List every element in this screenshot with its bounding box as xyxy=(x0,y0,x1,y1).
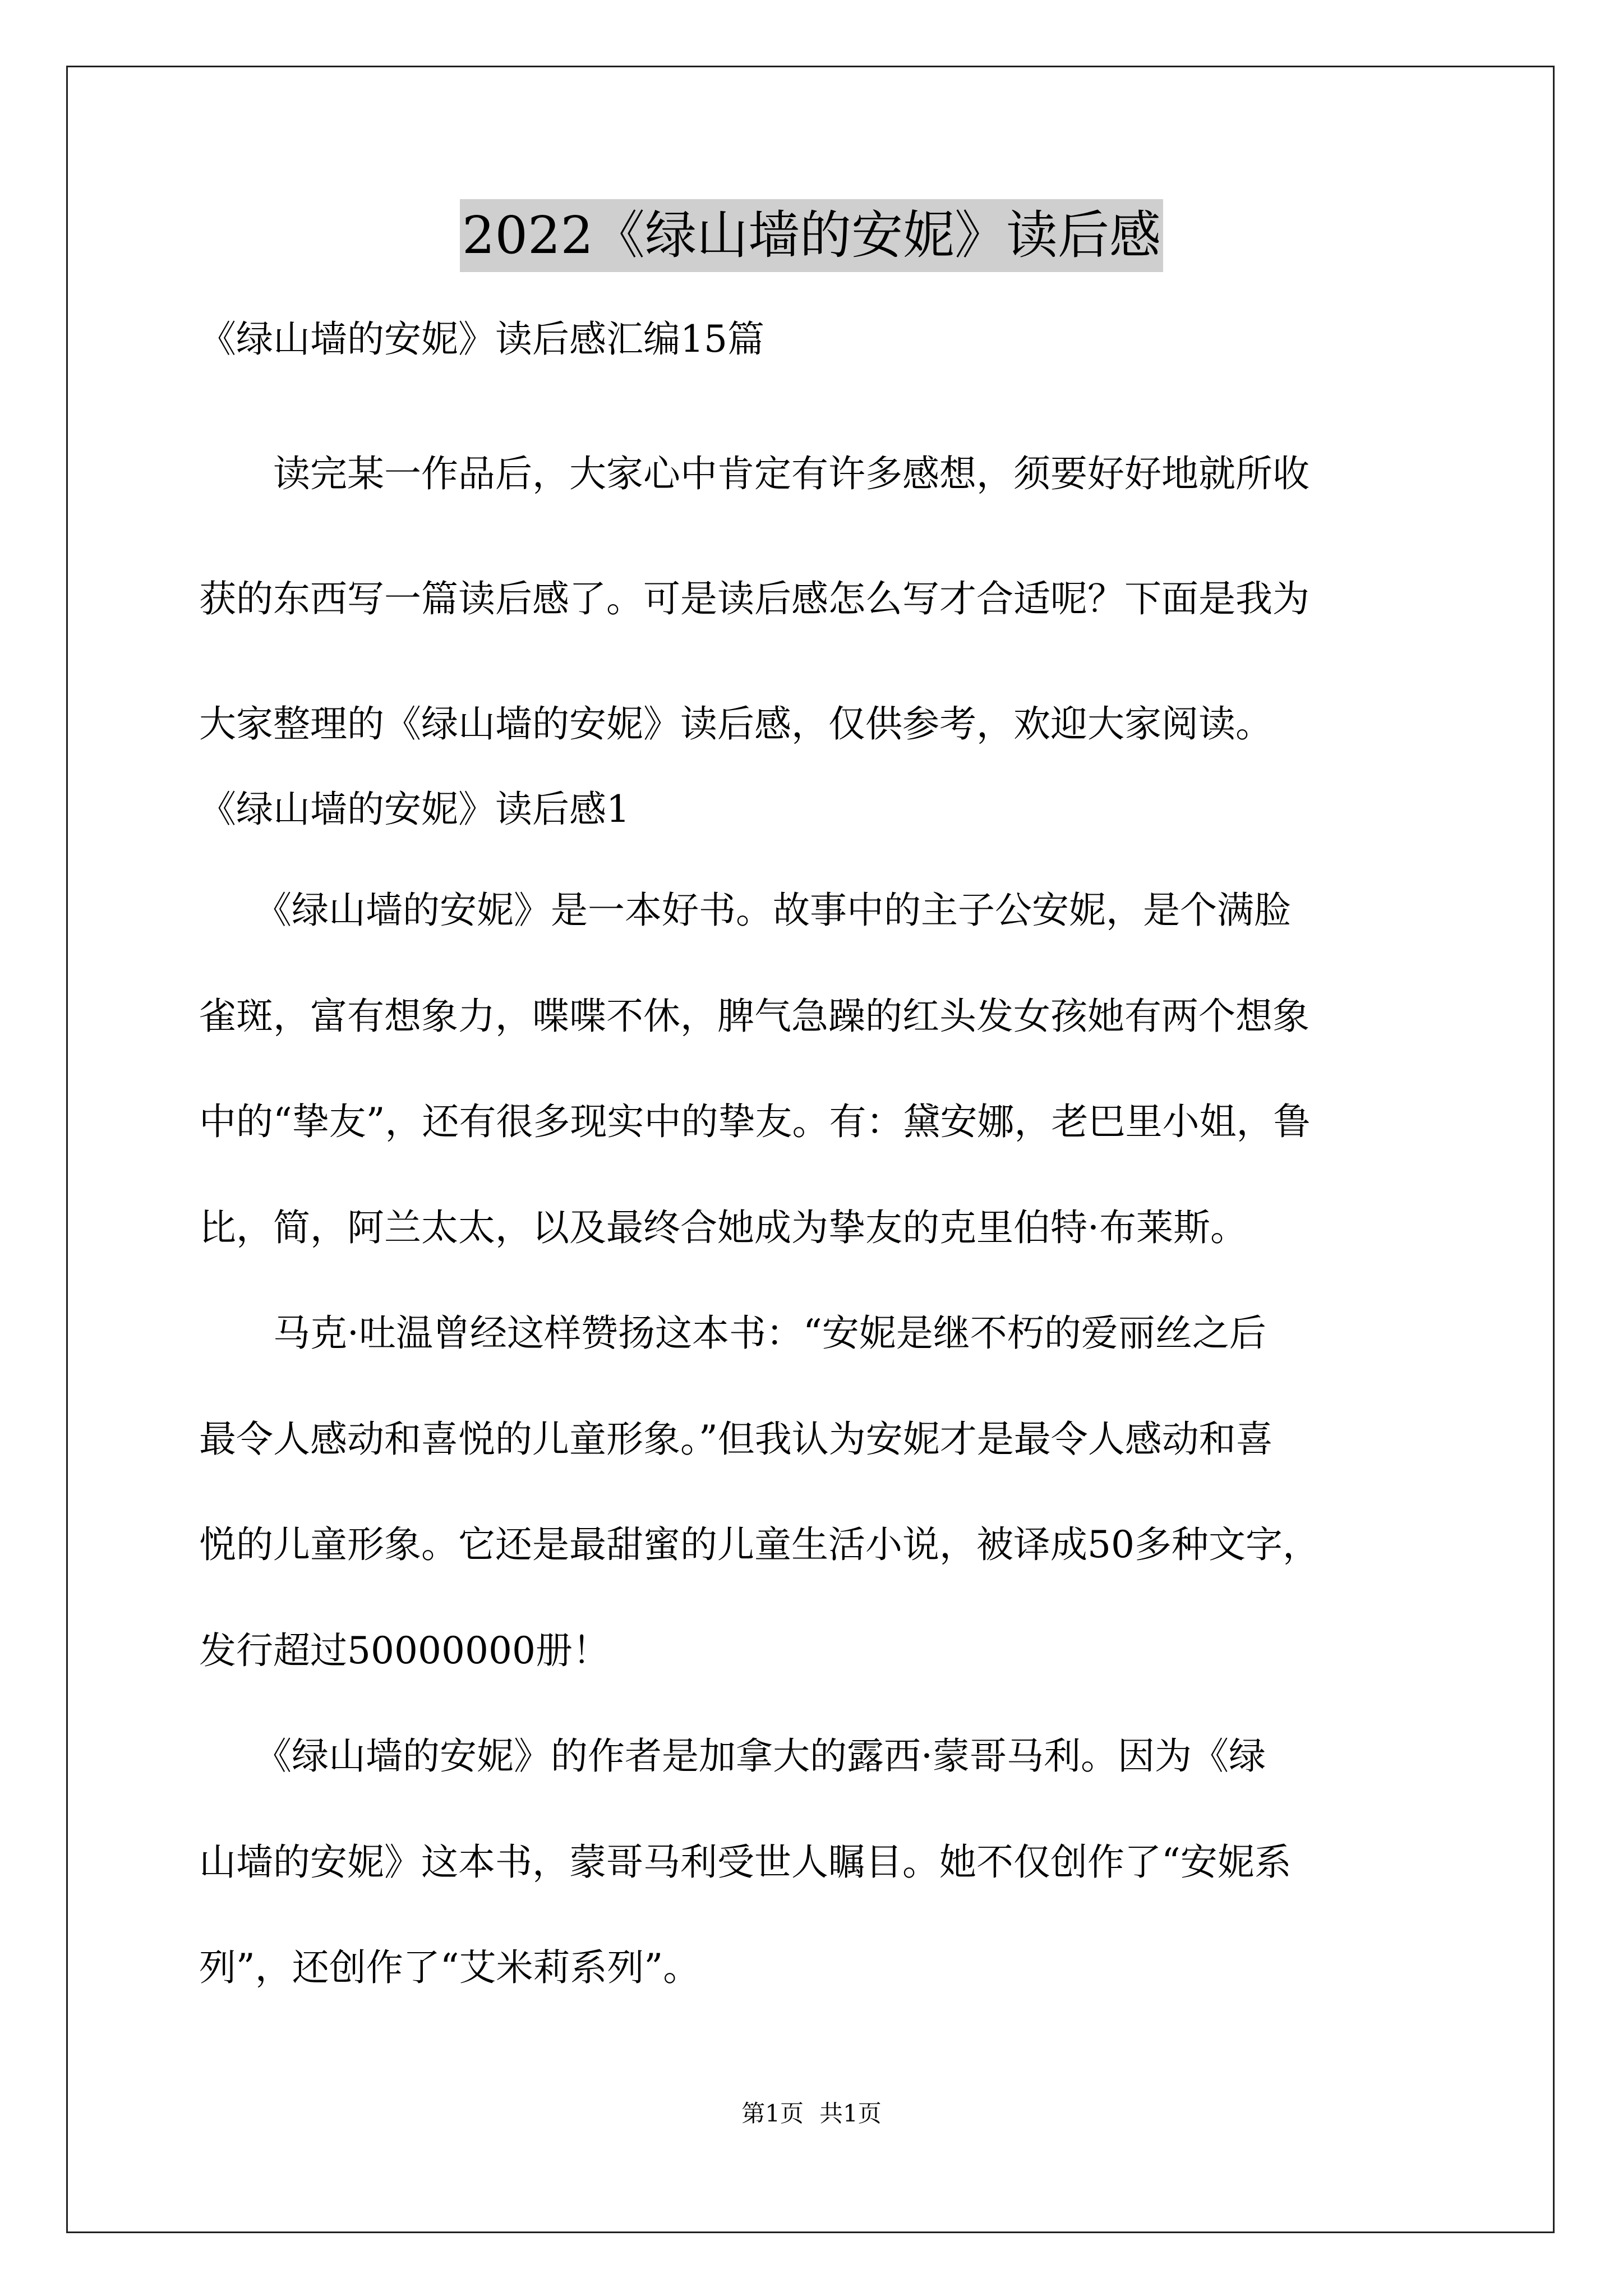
title-container xyxy=(0,199,1623,272)
document-subtitle: 《绿山墙的安妮》读后感汇编15篇 xyxy=(199,318,764,361)
paragraph-line: 中的“挚友”，还有很多现实中的挚友。有：黛安娜，老巴里小姐，鲁 xyxy=(199,1100,1311,1143)
paragraph-line: 大家整理的《绿山墙的安妮》读后感，仅供参考，欢迎大家阅读。 xyxy=(199,702,1272,746)
paragraph-line: 获的东西写一篇读后感了。可是读后感怎么写才合适呢？下面是我为 xyxy=(199,577,1310,620)
paragraph-line: 发行超过50000000册！ xyxy=(199,1629,610,1672)
section-heading: 《绿山墙的安妮》读后感1 xyxy=(199,788,630,831)
page-border xyxy=(66,66,1555,2233)
page-total: 共1页 xyxy=(819,2100,882,2127)
paragraph-line: 读完某一作品后，大家心中肯定有许多感想，须要好好地就所收 xyxy=(199,452,1310,495)
paragraph-line: 山墙的安妮》这本书，蒙哥马利受世人瞩目。她不仅创作了“安妮系 xyxy=(199,1841,1292,1884)
paragraph-line: 《绿山墙的安妮》是一本好书。故事中的主子公安妮，是个满脸 xyxy=(199,889,1291,932)
page-footer xyxy=(0,2097,1623,2131)
paragraph-line: 比，简，阿兰太太，以及最终合她成为挚友的克里伯特·布莱斯。 xyxy=(199,1206,1247,1249)
paragraph-line: 马克·吐温曾经这样赞扬这本书：“安妮是继不朽的爱丽丝之后 xyxy=(199,1312,1266,1355)
paragraph-line: 《绿山墙的安妮》的作者是加拿大的露西·蒙哥马利。因为《绿 xyxy=(199,1734,1266,1778)
page-number: 第1页 xyxy=(741,2100,804,2127)
paragraph-line: 雀斑，富有想象力，喋喋不休，脾气急躁的红头发女孩她有两个想象 xyxy=(199,995,1310,1038)
document-title: 2022《绿山墙的安妮》读后感 xyxy=(460,199,1163,272)
paragraph-line: 最令人感动和喜悦的儿童形象。”但我认为安妮才是最令人感动和喜 xyxy=(199,1418,1273,1461)
paragraph-line: 列”，还创作了“艾米莉系列”。 xyxy=(199,1946,700,1989)
paragraph-line: 悦的儿童形象。它还是最甜蜜的儿童生活小说，被译成50多种文字， xyxy=(199,1523,1320,1566)
